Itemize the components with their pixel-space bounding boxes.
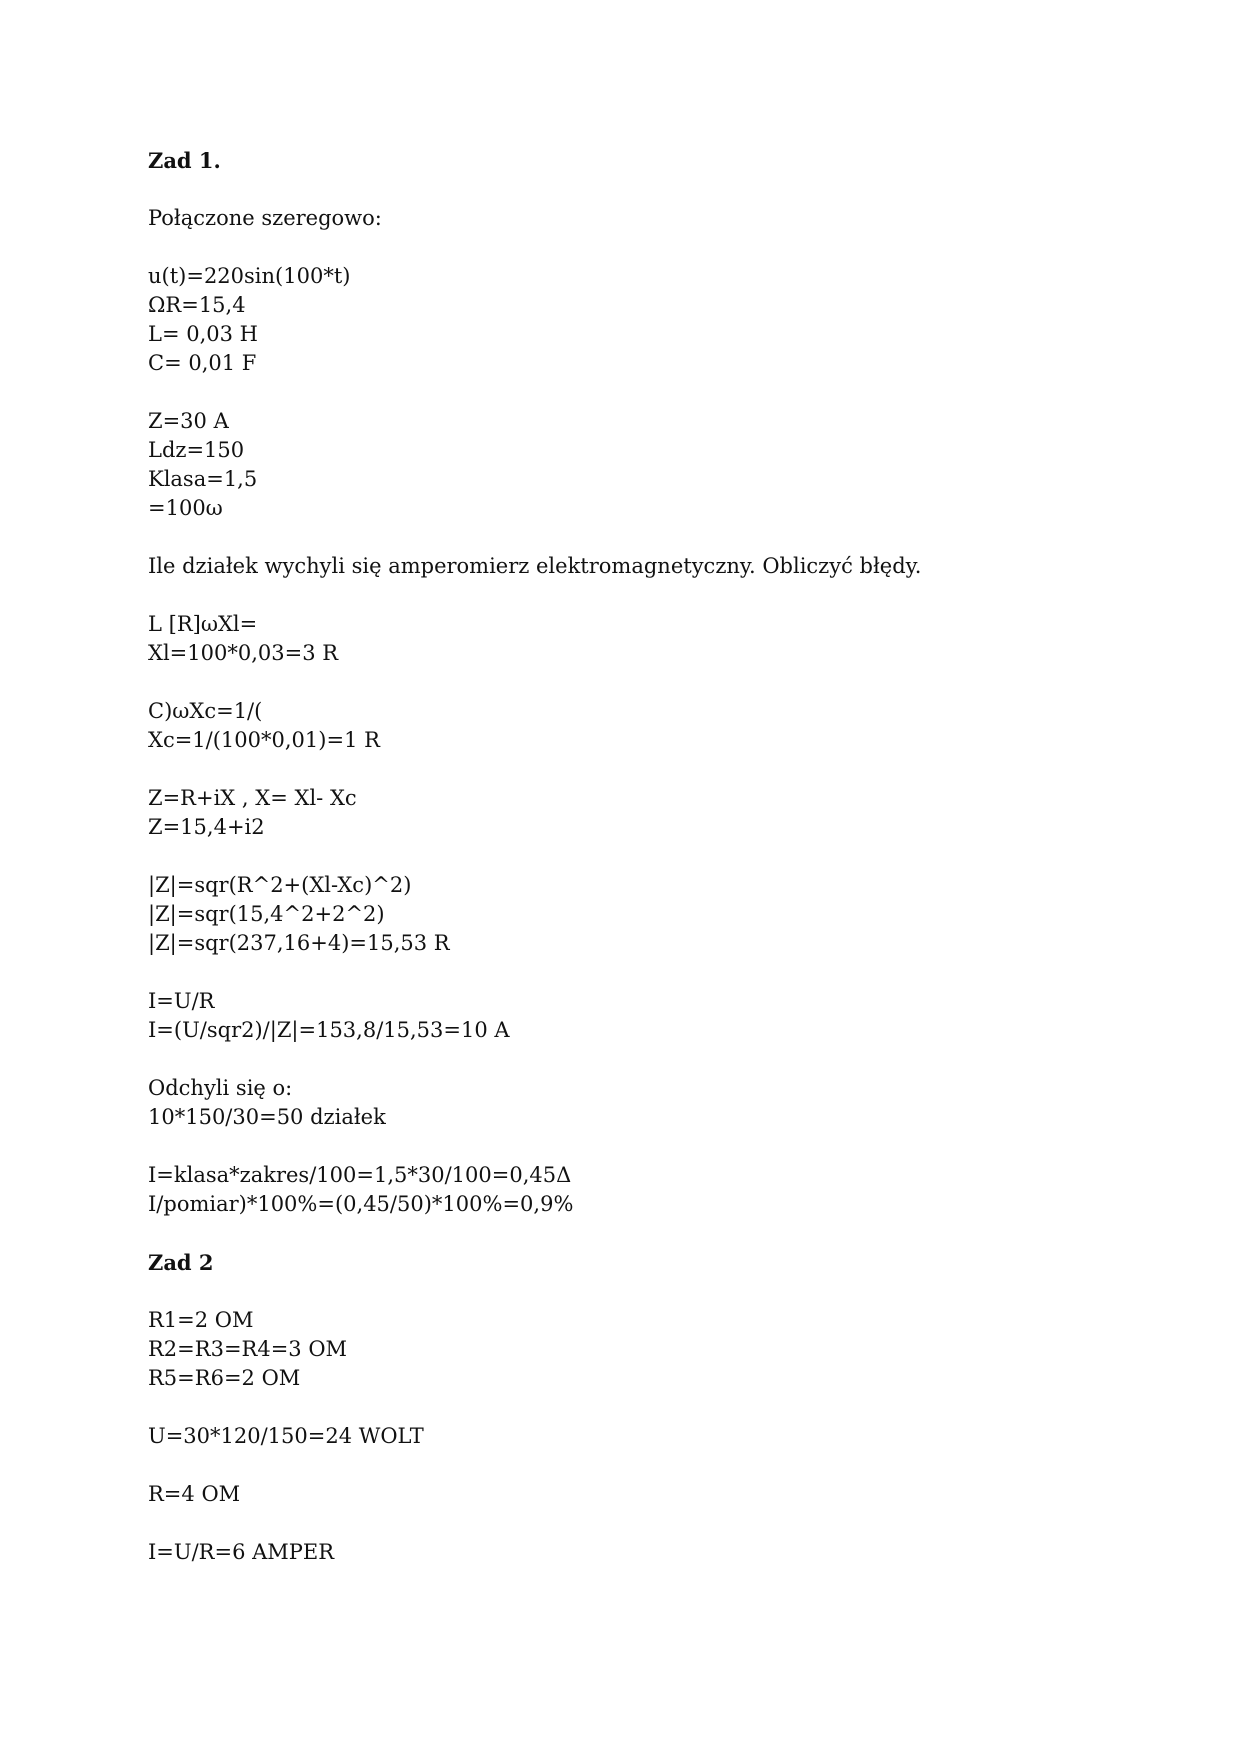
text-block <box>148 784 1148 842</box>
text-line: C)ωXc=1/( <box>148 699 263 723</box>
text-line: Z=30 A <box>148 409 229 433</box>
text-line: L= 0,03 H <box>148 322 258 346</box>
text-line: ΩR=15,4 <box>148 293 246 317</box>
text-block <box>148 262 1148 378</box>
section-heading: Zad 1. <box>148 148 221 173</box>
text-line: Odchyli się o: <box>148 1076 293 1100</box>
text-line: C= 0,01 F <box>148 351 257 375</box>
section-heading-block <box>148 1248 1148 1277</box>
text-block <box>148 552 1148 581</box>
text-block <box>148 407 1148 523</box>
text-block <box>148 697 1148 755</box>
text-line: Ile działek wychyli się amperomierz elektromagnetyczny. Obliczyć błędy. <box>148 554 922 578</box>
text-line: Ldz=150 <box>148 438 245 462</box>
text-line: Z=15,4+i2 <box>148 815 265 839</box>
text-line: Xl=100*0,03=3 R <box>148 641 339 665</box>
text-line: Xc=1/(100*0,01)=1 R <box>148 728 380 752</box>
text-line: =100ω <box>148 496 223 520</box>
text-block <box>148 1161 1148 1219</box>
text-block <box>148 1422 1148 1451</box>
text-line: R2=R3=R4=3 OM <box>148 1337 348 1361</box>
text-line: Klasa=1,5 <box>148 467 258 491</box>
text-line: 10*150/30=50 działek <box>148 1105 386 1129</box>
section-heading: Zad 2 <box>148 1250 214 1275</box>
text-line: Z=R+iX , X= Xl- Xc <box>148 786 357 810</box>
text-block <box>148 1480 1148 1509</box>
text-line: |Z|=sqr(15,4^2+2^2) <box>148 902 385 926</box>
text-line: u(t)=220sin(100*t) <box>148 264 351 288</box>
text-block <box>148 610 1148 668</box>
text-block <box>148 204 1148 233</box>
text-line: I=U/R <box>148 989 215 1013</box>
text-line: |Z|=sqr(237,16+4)=15,53 R <box>148 931 450 955</box>
text-block <box>148 1074 1148 1132</box>
text-line: I=U/R=6 AMPER <box>148 1540 335 1564</box>
text-line: I/pomiar)*100%=(0,45/50)*100%=0,9% <box>148 1192 574 1216</box>
document-content <box>148 146 1148 1596</box>
text-line: I=klasa*zakres/100=1,5*30/100=0,45Δ <box>148 1163 572 1187</box>
section-heading-block <box>148 146 1148 175</box>
text-line: I=(U/sqr2)/|Z|=153,8/15,53=10 A <box>148 1018 510 1042</box>
text-line: L [R]ωXl= <box>148 612 258 636</box>
text-line: U=30*120/150=24 WOLT <box>148 1424 424 1448</box>
text-line: R=4 OM <box>148 1482 241 1506</box>
text-line: Połączone szeregowo: <box>148 206 382 230</box>
text-line: R5=R6=2 OM <box>148 1366 301 1390</box>
text-block <box>148 987 1148 1045</box>
text-line: R1=2 OM <box>148 1308 254 1332</box>
text-block <box>148 1538 1148 1567</box>
text-line: |Z|=sqr(R^2+(Xl-Xc)^2) <box>148 873 412 897</box>
text-block <box>148 871 1148 958</box>
text-block <box>148 1306 1148 1393</box>
